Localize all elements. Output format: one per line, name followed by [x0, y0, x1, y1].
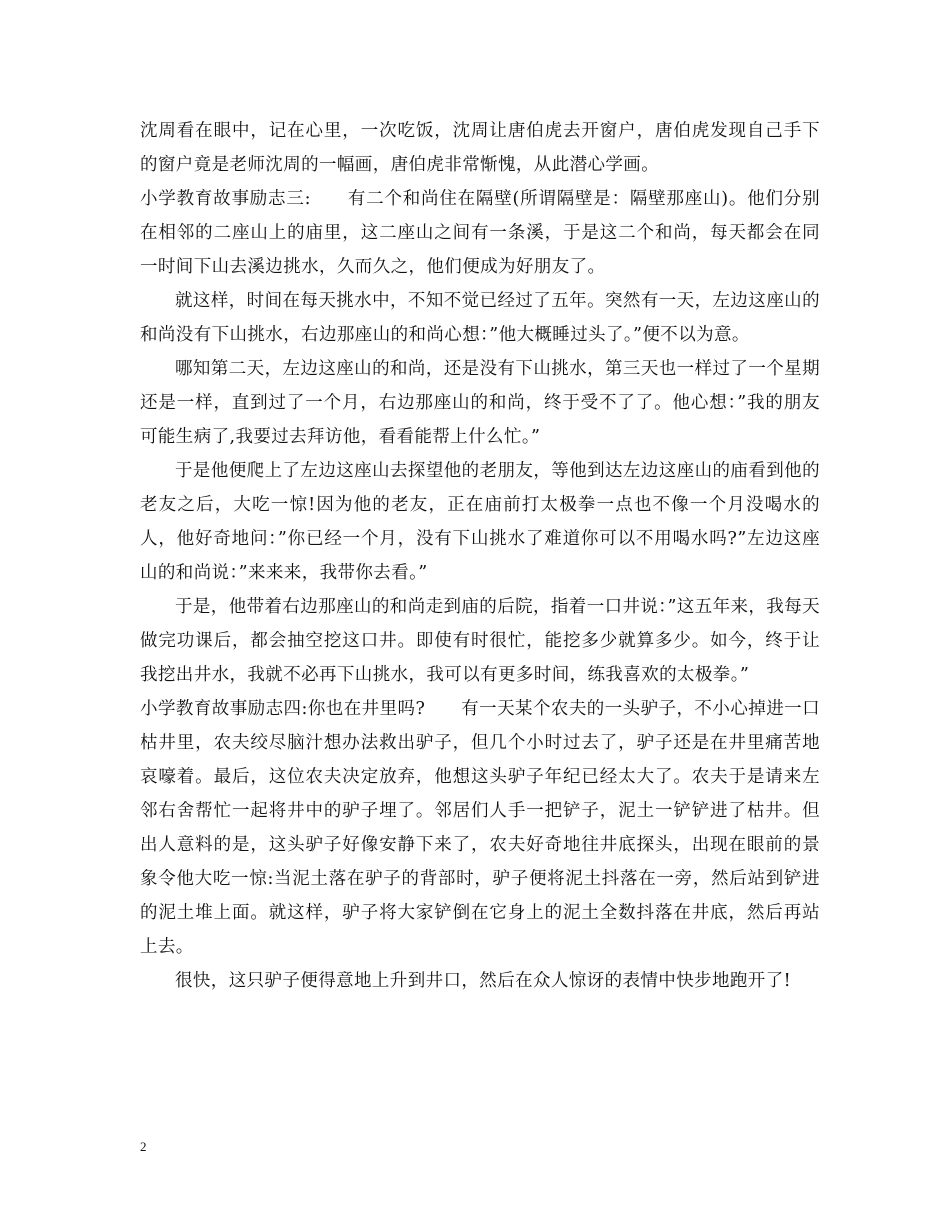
paragraph-story-three-heading: 小学教育故事励志三: 有二个和尚住在隔壁(所谓隔壁是：隔壁那座山)。他们分别在相邻的二座山上的庙里，这二座山之间有一条溪，于是这二个和尚，每天都会在同一时间下山去溪边挑水，久而久之，他们便成为好朋友了。 [140, 189, 820, 277]
paragraph-shen-zhou: 沈周看在眼中，记在心里，一次吃饭，沈周让唐伯虎去开窗户，唐伯虎发现自己手下的窗户竟是老师沈周的一幅画，唐伯虎非常惭愧，从此潜心学画。 [140, 121, 820, 175]
paragraph-story-four-heading: 小学教育故事励志四:你也在井里吗? 有一天某个农夫的一头驴子，不小心掉进一口枯井里，农夫绞尽脑汁想办法救出驴子，但几个小时过去了，驴子还是在井里痛苦地哀嚎着。最后，这位农夫决定放弃，他想这头驴子年纪已经太大了。农夫于是请来左邻右舍帮忙一起将井中的驴子埋了。邻居们人手一把铲子，泥土一铲铲进了枯井。但出人意料的是，这头驴子好像安静下来了，农夫好奇地往井底探头，出现在眼前的景象令他大吃一惊:当泥土落在驴子的背部时，驴子便将泥土抖落在一旁，然后站到铲进的泥土堆上面。就这样，驴子将大家铲倒在它身上的泥土全数抖落在井底，然后再站上去。 [140, 699, 820, 957]
paragraph-donkey-escapes: 很快，这只驴子便得意地上升到井口，然后在众人惊讶的表情中快步地跑开了! [175, 971, 792, 991]
paragraph-visit-friend: 于是他便爬上了左边这座山去探望他的老朋友，等他到达左边这座山的庙看到他的老友之后，大吃一惊!因为他的老友，正在庙前打太极拳一点也不像一个月没喝水的人，他好奇地问：”你已经一个月，没有下山挑水了难道你可以不用喝水吗?”左边这座山的和尚说：”来来来，我带你去看。” [140, 461, 820, 583]
paragraph-five-years: 就这样，时间在每天挑水中，不知不觉已经过了五年。突然有一天，左边这座山的和尚没有下山挑水，右边那座山的和尚心想：”他大概睡过头了。”便不以为意。 [140, 291, 820, 345]
body-text [140, 114, 820, 998]
paragraph-the-well: 于是，他带着右边那座山的和尚走到庙的后院，指着一口井说：”这五年来，我每天做完功课后，都会抽空挖这口井。即使有时很忙，能挖多少就算多少。如今，终于让我挖出井水，我就不必再下山挑水，我可以有更多时间，练我喜欢的太极拳。” [140, 597, 820, 685]
paragraph-second-day: 哪知第二天，左边这座山的和尚，还是没有下山挑水，第三天也一样过了一个星期还是一样，直到过了一个月，右边那座山的和尚，终于受不了了。他心想：”我的朋友可能生病了,我要过去拜访他，看看能帮上什么忙。” [140, 359, 820, 447]
page-number: 2 [140, 1139, 147, 1154]
